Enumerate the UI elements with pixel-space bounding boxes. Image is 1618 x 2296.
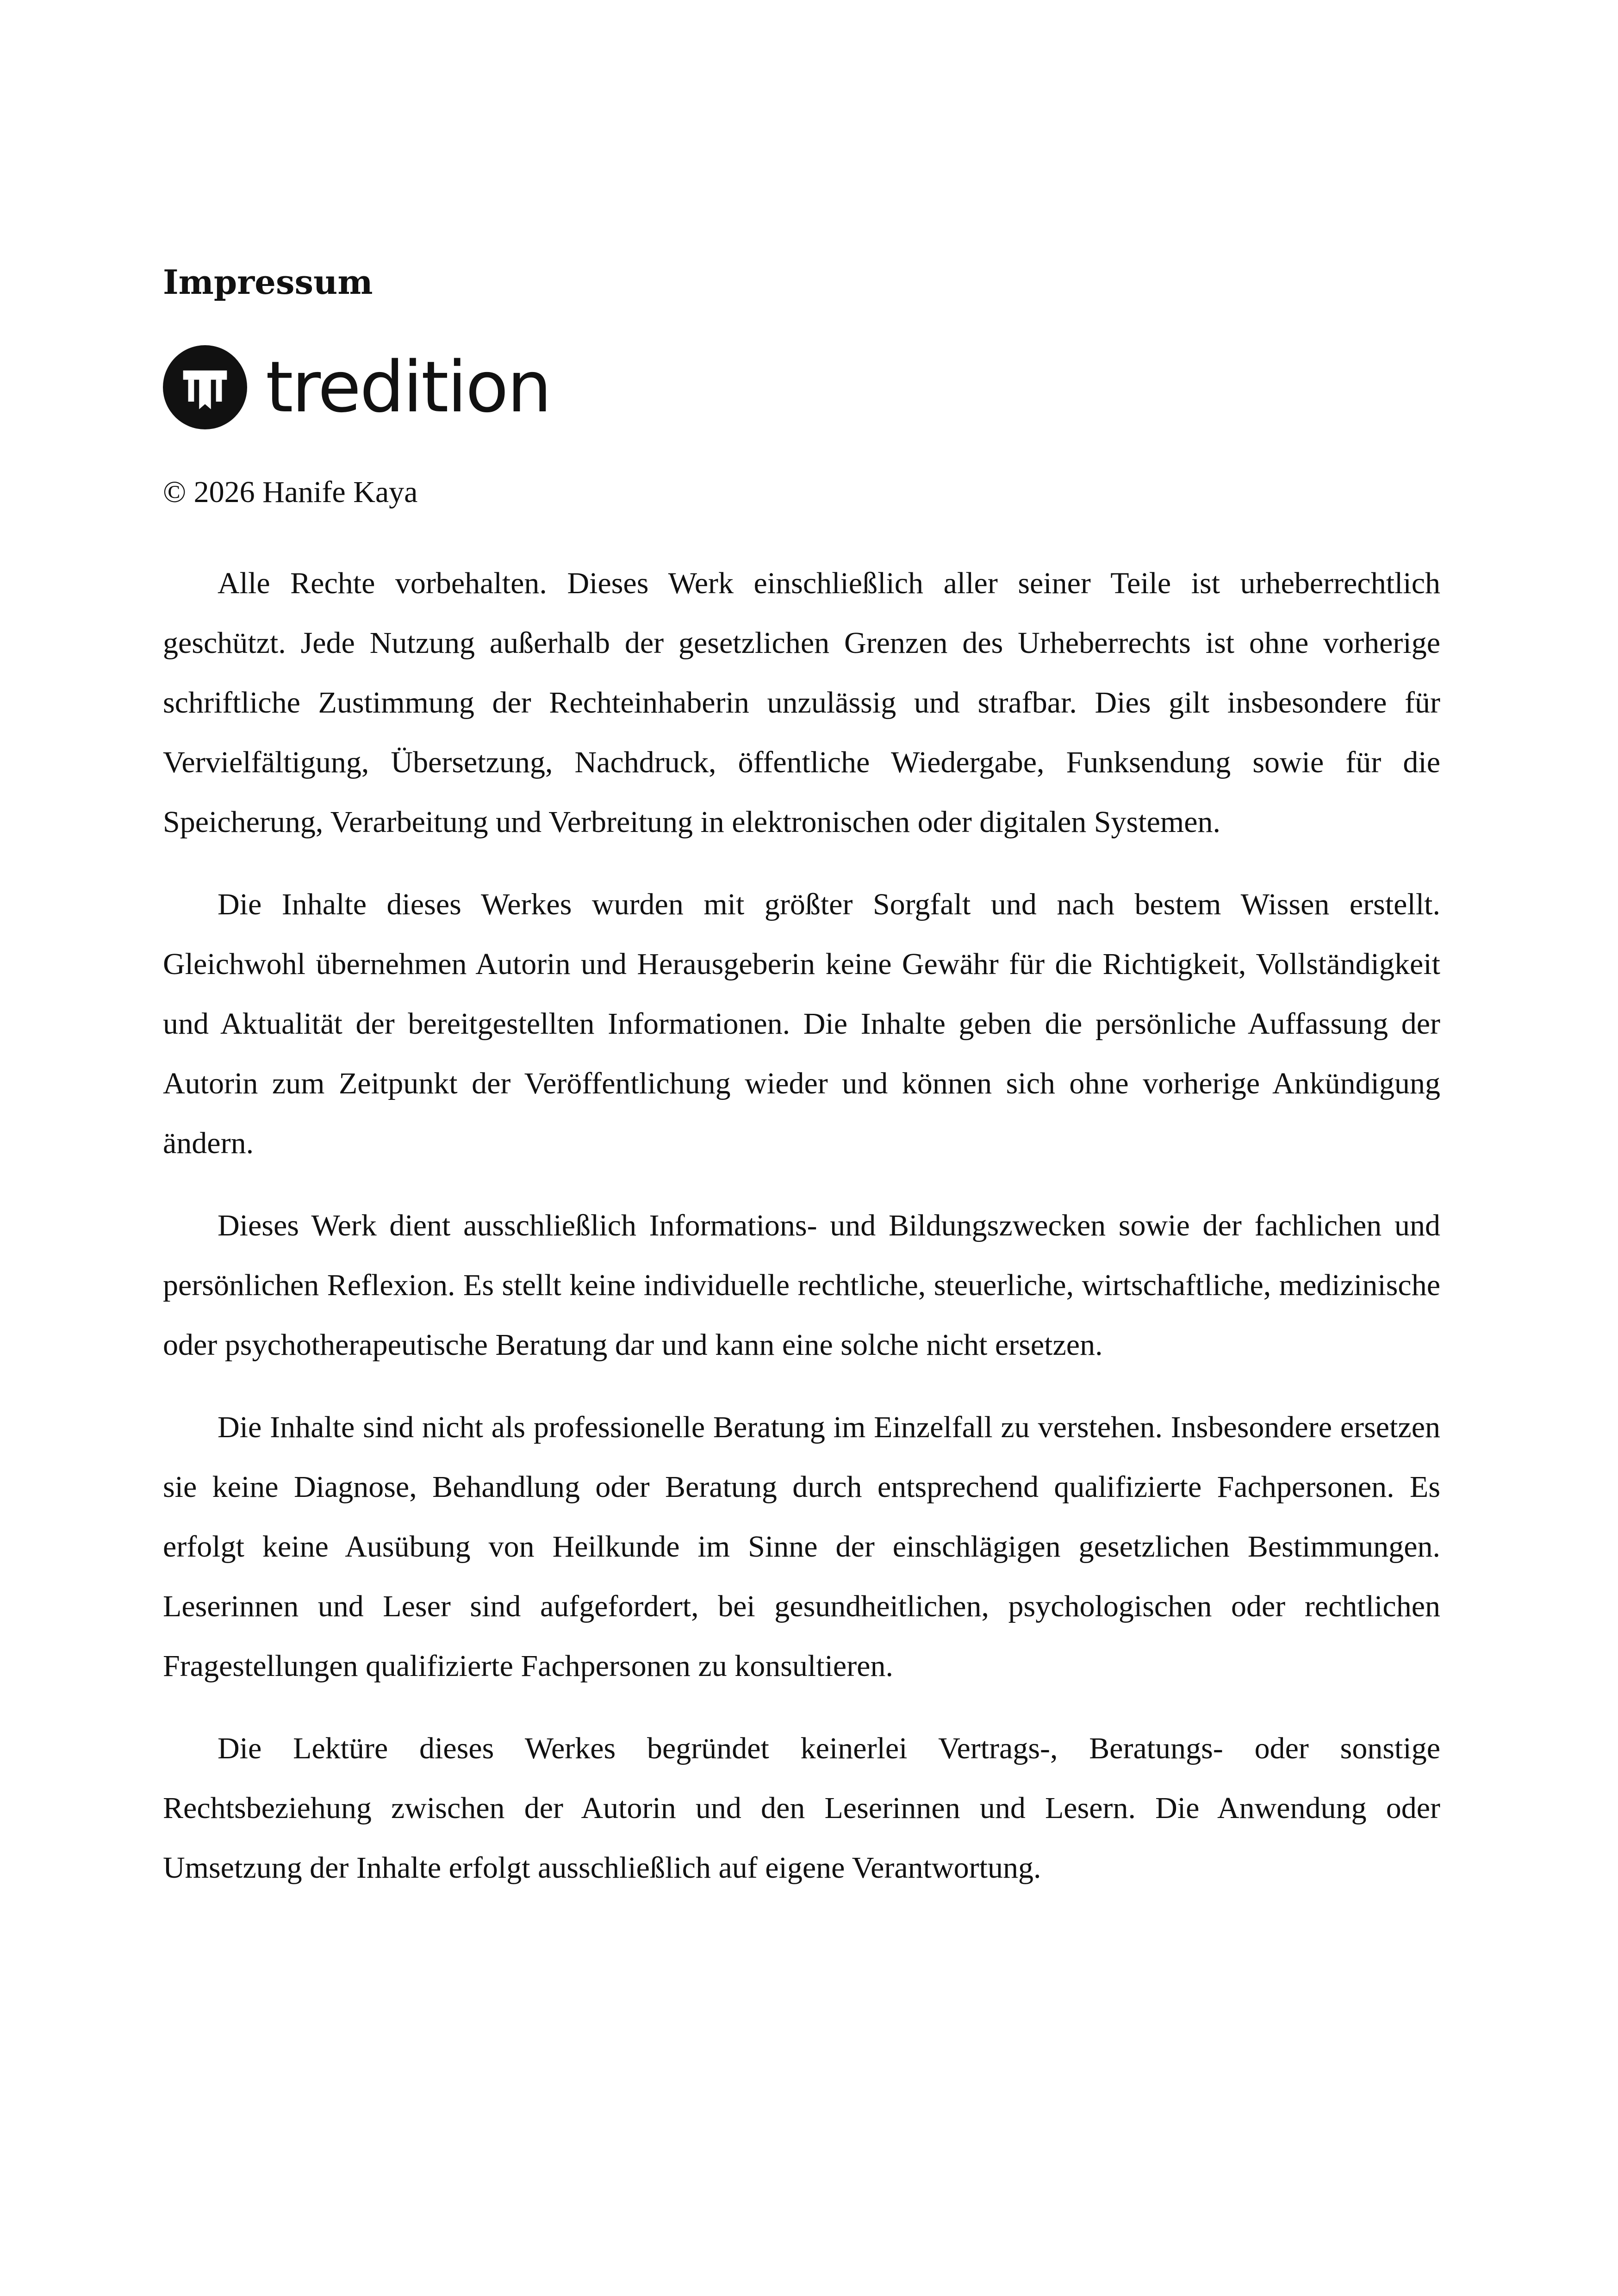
- imprint-paragraph-2: Die Inhalte dieses Werkes wurden mit größter Sorgfalt und nach bestem Wissen erstellt. Gleichwohl übernehmen Autorin und Herausgeberin keine Gewähr für die Richtigkeit, Vollständigkeit und Aktualität der bereitgestellten Informationen. Die Inhalte geben die persönliche Auffassung der Autorin zum Zeitpunkt der Veröffentlichung wieder und können sich ohne vorherige Ankündigung ändern.: [163, 887, 1440, 1160]
- publisher-logo-text: tredition: [266, 346, 551, 428]
- copyright-line: © 2026 Hanife Kaya: [163, 475, 418, 509]
- tredition-logo-icon: [163, 345, 247, 429]
- publisher-logo: [163, 345, 1440, 429]
- imprint-paragraph-5: Die Lektüre dieses Werkes begründet keinerlei Vertrags-, Beratungs- oder sonstige Rechtsbeziehung zwischen der Autorin und den Leserinnen und Lesern. Die Anwendung oder Umsetzung der Inhalte erfolgt ausschließlich auf eigene Verantwortung.: [163, 1731, 1440, 1885]
- page-title: Impressum: [163, 262, 373, 302]
- imprint-paragraph-4: Die Inhalte sind nicht als professionelle Beratung im Einzelfall zu verstehen. Insbesondere ersetzen sie keine Diagnose, Behandlung oder Beratung durch entsprechend qualifizierte Fachpersonen. Es erfolgt keine Ausübung von Heilkunde im Sinne der einschlägigen gesetzlichen Bestimmungen. Leserinnen und Leser sind aufgefordert, bei gesundheitlichen, psychologischen oder rechtlichen Fragestellungen qualifizierte Fachpersonen zu konsultieren.: [163, 1410, 1440, 1683]
- imprint-page: [163, 259, 1440, 1898]
- imprint-paragraph-3: Dieses Werk dient ausschließlich Informations- und Bildungszwecken sowie der fachlichen und persönlichen Reflexion. Es stellt keine individuelle rechtliche, steuerliche, wirtschaftliche, medizinische oder psychotherapeutische Beratung dar und kann eine solche nicht ersetzen.: [163, 1209, 1440, 1362]
- imprint-paragraph-1: Alle Rechte vorbehalten. Dieses Werk einschließlich aller seiner Teile ist urheberrechtlich geschützt. Jede Nutzung außerhalb der gesetzlichen Grenzen des Urheberrechts ist ohne vorherige schriftliche Zustimmung der Rechteinhaberin unzulässig und strafbar. Dies gilt insbesondere für Vervielfältigung, Übersetzung, Nachdruck, öffentliche Wiedergabe, Funksendung sowie für die Speicherung, Verarbeitung und Verbreitung in elektronischen oder digitalen Systemen.: [163, 566, 1440, 839]
